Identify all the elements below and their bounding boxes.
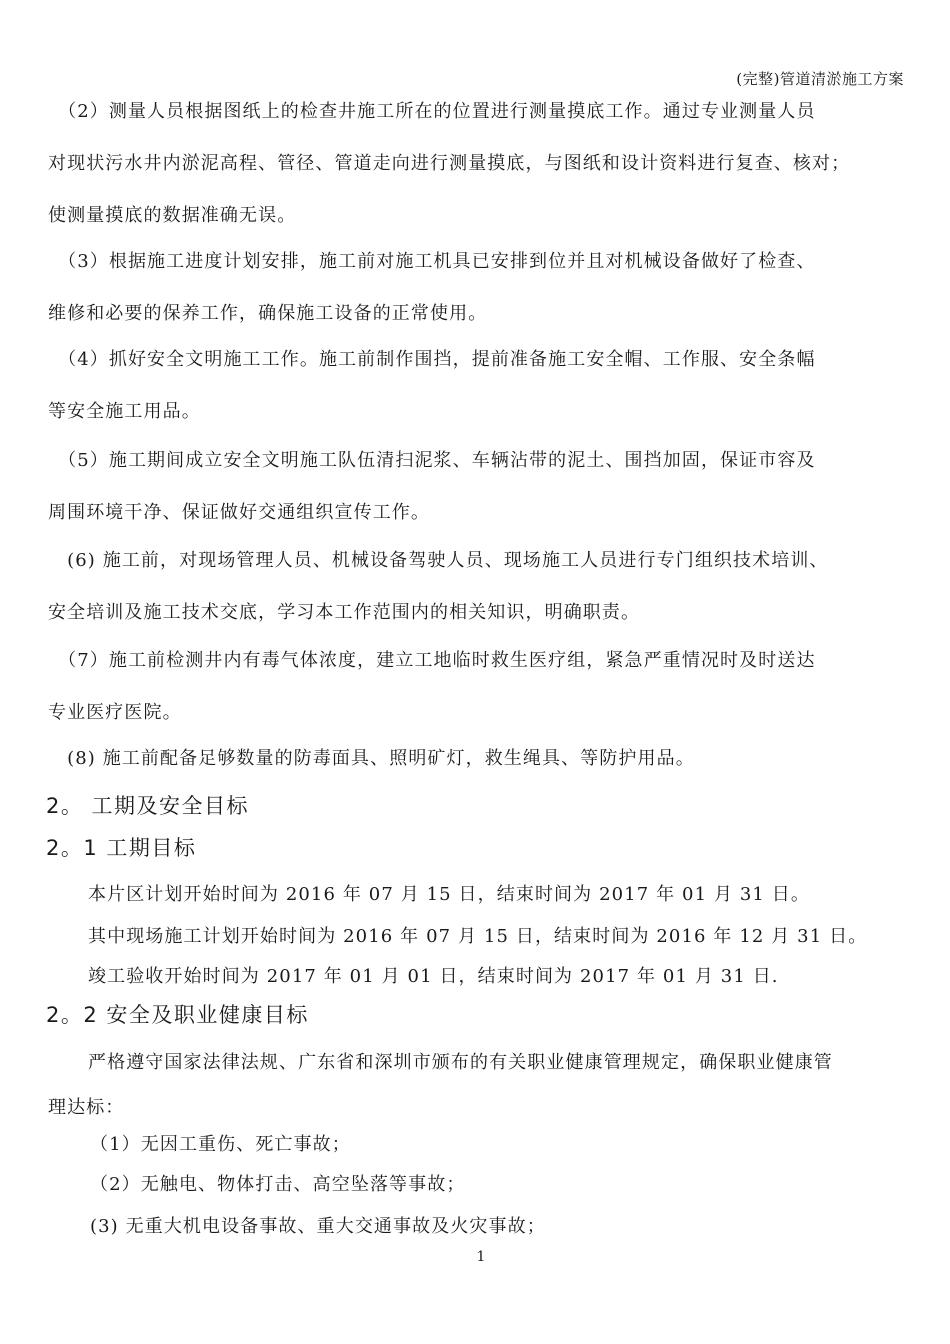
paragraph-4 [48,334,904,438]
goal-item: （1）无因工重伤、死亡事故； [90,1134,351,1155]
page-number: 1 [476,1249,486,1265]
paragraph-line: 使测量摸底的数据准确无误。 [48,205,297,226]
intro-line: 严格遵守国家法律法规、广东省和深圳市颁布的有关职业健康管理规定，确保职业健康管 [88,1052,833,1073]
paragraph-line: 等安全施工用品。 [48,401,201,422]
paragraph-line: (6) 施工前，对现场管理人员、机械设备驾驶人员、现场施工人员进行专门组织技术培训、 [48,550,829,571]
paragraph-line: （3）根据施工进度计划安排，施工前对施工机具已安排到位并且对机械设备做好了检查、 [48,251,816,272]
paragraph-8 [48,733,904,785]
paragraph-5 [48,435,904,539]
section-heading-2-2: 2。2 安全及职业健康目标 [46,1003,309,1027]
goal-item: （2）无触电、物体打击、高空坠落等事故； [90,1174,466,1195]
paragraph-line: 安全培训及施工技术交底，学习本工作范围内的相关知识，明确职责。 [48,602,641,623]
paragraph-7 [48,635,904,739]
paragraph-line: （4）抓好安全文明施工工作。施工前制作围挡，提前准备施工安全帽、工作服、安全条幅 [48,349,816,370]
schedule-line: 本片区计划开始时间为 2016 年 07 月 15 日，结束时间为 2017 年 01 月 31 日。 [88,884,810,905]
paragraph-6 [48,535,904,639]
intro-line: 理达标： [48,1097,125,1118]
paragraph-3 [48,236,904,340]
page-header: (完整)管道清淤施工方案 [736,70,904,88]
section-heading-2-1: 2。1 工期目标 [46,836,197,860]
paragraph-line: 维修和必要的保养工作，确保施工设备的正常使用。 [48,303,488,324]
schedule-line: 其中现场施工计划开始时间为 2016 年 07 月 15 日，结束时间为 2016 年 12 月 31 日。 [88,926,868,947]
paragraph-line: 专业医疗医院。 [48,702,182,723]
schedule-line: 竣工验收开始时间为 2017 年 01 月 01 日，结束时间为 2017 年 01 月 31 日. [88,966,779,987]
paragraph-line: 周围环境干净、保证做好交通组织宣传工作。 [48,502,430,523]
paragraph-line: （7）施工前检测井内有毒气体浓度，建立工地临时救生医疗组，紧急严重情况时及时送达 [48,650,816,671]
paragraph-2 [48,86,904,242]
paragraph-line: （2）测量人员根据图纸上的检查井施工所在的位置进行测量摸底工作。通过专业测量人员 [48,101,816,122]
paragraph-line: (8) 施工前配备足够数量的防毒面具、照明矿灯，救生绳具、等防护用品。 [48,748,695,769]
section-heading-2: 2。 工期及安全目标 [46,794,250,818]
paragraph-line: （5）施工期间成立安全文明施工队伍清扫泥浆、车辆沾带的泥土、围挡加固，保证市容及 [48,450,816,471]
goal-item: (3) 无重大机电设备事故、重大交通事故及火灾事故； [90,1216,546,1237]
paragraph-line: 对现状污水井内淤泥高程、管径、管道走向进行测量摸底，与图纸和设计资料进行复查、核对； [48,153,851,174]
